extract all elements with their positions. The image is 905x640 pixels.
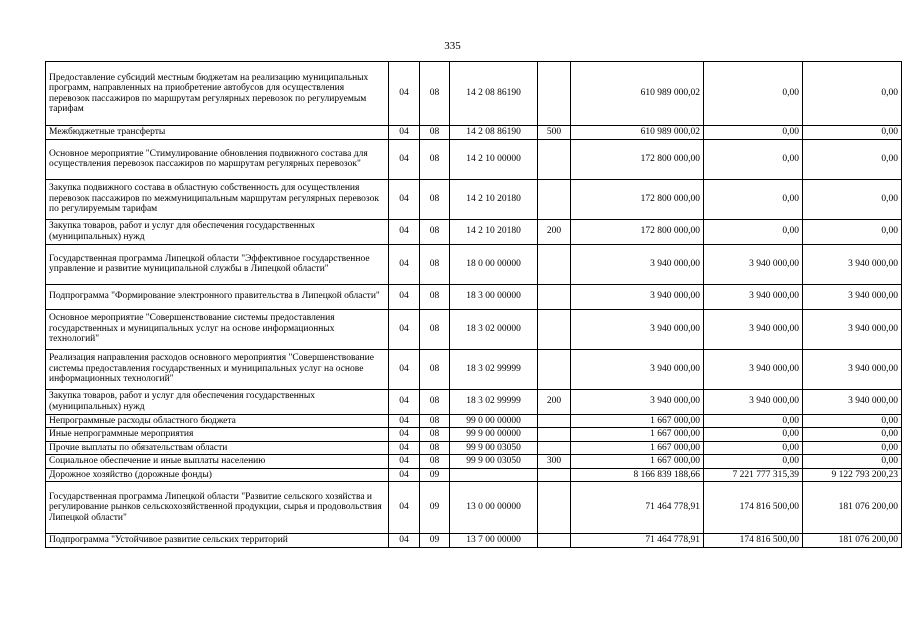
row-amount-3: 0,00	[803, 455, 902, 469]
row-amount-1: 71 464 778,91	[571, 482, 704, 534]
row-expense-type: 500	[538, 126, 571, 140]
row-target-article: 14 2 10 00000	[450, 139, 538, 179]
table-row	[46, 468, 902, 482]
row-amount-1: 1 667 000,00	[571, 414, 704, 428]
row-subsection: 08	[420, 309, 450, 349]
row-amount-3: 3 940 000,00	[803, 349, 902, 389]
row-amount-1: 610 989 000,02	[571, 126, 704, 140]
row-amount-3: 0,00	[803, 62, 902, 126]
row-name: Закупка подвижного состава в областную собственность для осуществления перевозок пассажиров по межмуниципальным маршрутам регулярных перевозок по регулируемым тарифам	[46, 179, 389, 219]
row-subsection: 08	[420, 455, 450, 469]
row-expense-type	[538, 244, 571, 284]
row-name: Реализация направления расходов основного мероприятия "Совершенствование системы предоставления государственных и муниципальных услуг на основе информационных технологий"	[46, 349, 389, 389]
row-target-article	[450, 468, 538, 482]
table-row	[46, 126, 902, 140]
row-name: Закупка товаров, работ и услуг для обеспечения государственных (муниципальных) нужд	[46, 219, 389, 244]
table-row	[46, 309, 902, 349]
row-expense-type: 300	[538, 455, 571, 469]
row-expense-type: 200	[538, 219, 571, 244]
row-amount-2: 0,00	[704, 455, 803, 469]
row-amount-1: 172 800 000,00	[571, 179, 704, 219]
row-expense-type	[538, 468, 571, 482]
page-number: 335	[444, 40, 461, 52]
table-row	[46, 139, 902, 179]
row-section: 04	[389, 414, 420, 428]
row-name: Государственная программа Липецкой области "Эффективное государственное управление и развитие муниципальной службы в Липецкой области"	[46, 244, 389, 284]
budget-table	[45, 61, 902, 548]
row-amount-3: 0,00	[803, 139, 902, 179]
row-subsection: 08	[420, 349, 450, 389]
row-expense-type	[538, 414, 571, 428]
row-target-article: 99 9 00 00000	[450, 428, 538, 442]
row-subsection: 08	[420, 284, 450, 309]
row-section: 04	[389, 284, 420, 309]
row-target-article: 14 2 10 20180	[450, 179, 538, 219]
row-amount-1: 3 940 000,00	[571, 349, 704, 389]
row-section: 04	[389, 244, 420, 284]
row-amount-1: 3 940 000,00	[571, 389, 704, 414]
table-row	[46, 428, 902, 442]
row-amount-3: 0,00	[803, 414, 902, 428]
row-name: Подпрограмма "Устойчивое развитие сельских территорий	[46, 534, 389, 548]
row-name: Иные непрограммные мероприятия	[46, 428, 389, 442]
row-amount-3: 0,00	[803, 219, 902, 244]
table-row	[46, 482, 902, 534]
table-row	[46, 62, 902, 126]
row-amount-2: 3 940 000,00	[704, 389, 803, 414]
row-subsection: 08	[420, 244, 450, 284]
row-section: 04	[389, 482, 420, 534]
row-subsection: 08	[420, 389, 450, 414]
table-row	[46, 284, 902, 309]
row-target-article: 18 3 02 99999	[450, 389, 538, 414]
row-expense-type	[538, 284, 571, 309]
row-name: Прочие выплаты по обязательствам области	[46, 441, 389, 455]
row-amount-1: 8 166 839 188,66	[571, 468, 704, 482]
row-subsection: 08	[420, 126, 450, 140]
row-subsection: 09	[420, 468, 450, 482]
row-expense-type: 200	[538, 389, 571, 414]
row-amount-2: 174 816 500,00	[704, 534, 803, 548]
row-name: Основное мероприятие "Стимулирование обновления подвижного состава для осуществления перевозок пассажиров по маршрутам регулярных перевозок"	[46, 139, 389, 179]
row-section: 04	[389, 219, 420, 244]
row-name: Дорожное хозяйство (дорожные фонды)	[46, 468, 389, 482]
row-amount-2: 0,00	[704, 179, 803, 219]
row-amount-3: 0,00	[803, 179, 902, 219]
row-name: Государственная программа Липецкой области "Развитие сельского хозяйства и регулирование рынков сельскохозяйственной продукции, сырья и продовольствия Липецкой области"	[46, 482, 389, 534]
row-amount-3: 3 940 000,00	[803, 244, 902, 284]
row-expense-type	[538, 62, 571, 126]
table-row	[46, 179, 902, 219]
row-section: 04	[389, 309, 420, 349]
row-amount-2: 0,00	[704, 219, 803, 244]
row-amount-3: 3 940 000,00	[803, 389, 902, 414]
row-amount-2: 174 816 500,00	[704, 482, 803, 534]
row-target-article: 13 7 00 00000	[450, 534, 538, 548]
row-amount-1: 172 800 000,00	[571, 219, 704, 244]
row-amount-2: 0,00	[704, 428, 803, 442]
table-row	[46, 441, 902, 455]
row-amount-2: 0,00	[704, 441, 803, 455]
row-amount-3: 9 122 793 200,23	[803, 468, 902, 482]
row-subsection: 08	[420, 179, 450, 219]
table-row	[46, 534, 902, 548]
row-name: Предоставление субсидий местным бюджетам на реализацию муниципальных программ, направленных на приобретение автобусов для осуществления перевозок пассажиров по маршрутам регулярных перевозок по регулируемым тарифам	[46, 62, 389, 126]
row-amount-1: 3 940 000,00	[571, 244, 704, 284]
table-row	[46, 244, 902, 284]
row-target-article: 99 9 00 03050	[450, 455, 538, 469]
row-amount-3: 0,00	[803, 126, 902, 140]
row-expense-type	[538, 441, 571, 455]
row-section: 04	[389, 179, 420, 219]
row-section: 04	[389, 349, 420, 389]
row-amount-1: 71 464 778,91	[571, 534, 704, 548]
row-amount-1: 3 940 000,00	[571, 284, 704, 309]
row-target-article: 14 2 08 86190	[450, 62, 538, 126]
row-subsection: 08	[420, 428, 450, 442]
row-name: Основное мероприятие "Совершенствование системы предоставления государственных и муниципальных услуг на основе информационных технологий"	[46, 309, 389, 349]
row-target-article: 99 0 00 00000	[450, 414, 538, 428]
row-subsection: 08	[420, 414, 450, 428]
row-subsection: 08	[420, 139, 450, 179]
row-amount-3: 3 940 000,00	[803, 309, 902, 349]
row-amount-2: 3 940 000,00	[704, 244, 803, 284]
row-amount-3: 0,00	[803, 441, 902, 455]
row-amount-1: 172 800 000,00	[571, 139, 704, 179]
table-body	[46, 62, 902, 548]
row-section: 04	[389, 139, 420, 179]
row-amount-1: 610 989 000,02	[571, 62, 704, 126]
row-amount-1: 1 667 000,00	[571, 441, 704, 455]
row-amount-2: 0,00	[704, 126, 803, 140]
row-subsection: 09	[420, 534, 450, 548]
row-target-article: 14 2 08 86190	[450, 126, 538, 140]
row-name: Непрограммные расходы областного бюджета	[46, 414, 389, 428]
row-target-article: 18 3 02 00000	[450, 309, 538, 349]
table-row	[46, 389, 902, 414]
row-section: 04	[389, 126, 420, 140]
row-target-article: 99 9 00 03050	[450, 441, 538, 455]
row-amount-3: 181 076 200,00	[803, 482, 902, 534]
row-section: 04	[389, 62, 420, 126]
row-section: 04	[389, 455, 420, 469]
row-name: Социальное обеспечение и иные выплаты населению	[46, 455, 389, 469]
row-name: Подпрограмма "Формирование электронного правительства в Липецкой области"	[46, 284, 389, 309]
row-expense-type	[538, 482, 571, 534]
row-amount-2: 3 940 000,00	[704, 284, 803, 309]
row-amount-2: 0,00	[704, 62, 803, 126]
row-section: 04	[389, 468, 420, 482]
row-amount-1: 3 940 000,00	[571, 309, 704, 349]
row-subsection: 08	[420, 219, 450, 244]
row-target-article: 18 3 02 99999	[450, 349, 538, 389]
row-amount-2: 7 221 777 315,39	[704, 468, 803, 482]
row-section: 04	[389, 428, 420, 442]
row-name: Межбюджетные трансферты	[46, 126, 389, 140]
table-row	[46, 455, 902, 469]
row-target-article: 18 0 00 00000	[450, 244, 538, 284]
row-amount-3: 3 940 000,00	[803, 284, 902, 309]
row-section: 04	[389, 389, 420, 414]
row-subsection: 08	[420, 441, 450, 455]
row-expense-type	[538, 534, 571, 548]
row-expense-type	[538, 349, 571, 389]
row-amount-3: 181 076 200,00	[803, 534, 902, 548]
row-section: 04	[389, 534, 420, 548]
table-row	[46, 219, 902, 244]
table-row	[46, 349, 902, 389]
row-expense-type	[538, 139, 571, 179]
row-expense-type	[538, 428, 571, 442]
row-amount-2: 3 940 000,00	[704, 309, 803, 349]
row-amount-1: 1 667 000,00	[571, 428, 704, 442]
row-target-article: 14 2 10 20180	[450, 219, 538, 244]
row-expense-type	[538, 179, 571, 219]
row-amount-2: 0,00	[704, 414, 803, 428]
row-amount-1: 1 667 000,00	[571, 455, 704, 469]
row-amount-2: 3 940 000,00	[704, 349, 803, 389]
row-subsection: 08	[420, 62, 450, 126]
row-amount-3: 0,00	[803, 428, 902, 442]
table-row	[46, 414, 902, 428]
row-section: 04	[389, 441, 420, 455]
row-expense-type	[538, 309, 571, 349]
row-amount-2: 0,00	[704, 139, 803, 179]
row-target-article: 18 3 00 00000	[450, 284, 538, 309]
row-target-article: 13 0 00 00000	[450, 482, 538, 534]
row-name: Закупка товаров, работ и услуг для обеспечения государственных (муниципальных) нужд	[46, 389, 389, 414]
row-subsection: 09	[420, 482, 450, 534]
